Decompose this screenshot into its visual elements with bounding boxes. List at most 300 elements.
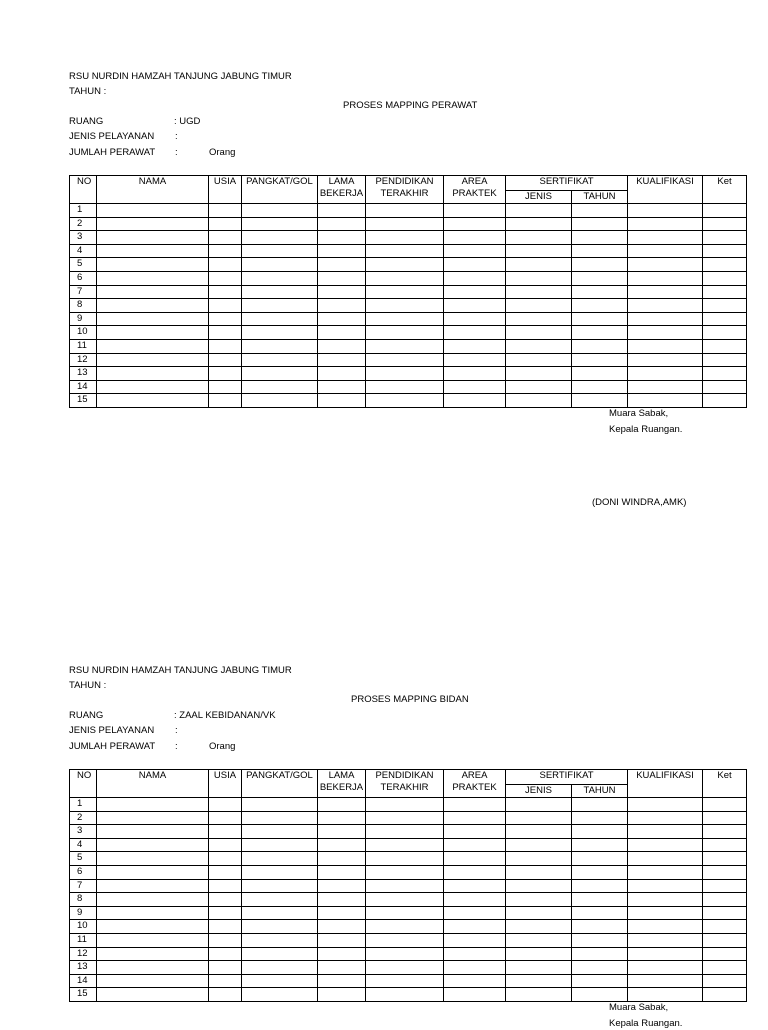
- table-cell: [506, 920, 572, 934]
- table-cell: [572, 893, 628, 907]
- table-cell: [97, 299, 209, 313]
- table-cell: [242, 353, 318, 367]
- table-cell: [628, 204, 703, 218]
- table-cell: [97, 798, 209, 812]
- table-cell: [97, 893, 209, 907]
- row-number: 10: [70, 920, 97, 934]
- col-header-no: NO: [70, 176, 97, 204]
- jenis-pelayanan-value: :: [175, 131, 178, 142]
- table-cell: [242, 947, 318, 961]
- table-cell: [444, 394, 506, 408]
- table-cell: [209, 825, 242, 839]
- table-cell: [318, 285, 366, 299]
- table-cell: [209, 339, 242, 353]
- col-header-kualifikasi: KUALIFIKASI: [628, 770, 703, 798]
- col-header-ket: Ket: [703, 770, 747, 798]
- table-cell: [97, 339, 209, 353]
- table-cell: [318, 825, 366, 839]
- table-cell: [366, 947, 444, 961]
- table-cell: [318, 353, 366, 367]
- table-row: [70, 798, 747, 812]
- table-cell: [572, 811, 628, 825]
- table-cell: [506, 879, 572, 893]
- col-header-nama: NAMA: [97, 770, 209, 798]
- row-number: 9: [70, 906, 97, 920]
- table-cell: [703, 204, 747, 218]
- table-cell: [628, 394, 703, 408]
- table-cell: [97, 825, 209, 839]
- table-cell: [572, 838, 628, 852]
- table-cell: [242, 244, 318, 258]
- tahun-label: TAHUN :: [69, 86, 107, 97]
- table-cell: [703, 893, 747, 907]
- row-number: 4: [70, 244, 97, 258]
- table-cell: [318, 258, 366, 272]
- jumlah-perawat-label: JUMLAH PERAWAT: [69, 147, 156, 158]
- row-number: 12: [70, 353, 97, 367]
- table-cell: [572, 852, 628, 866]
- table-cell: [628, 865, 703, 879]
- row-number: 8: [70, 893, 97, 907]
- form-title: PROSES MAPPING PERAWAT: [343, 100, 478, 111]
- table-cell: [366, 299, 444, 313]
- table-cell: [97, 367, 209, 381]
- table-cell: [366, 244, 444, 258]
- table-cell: [572, 947, 628, 961]
- tahun-label: TAHUN :: [69, 680, 107, 691]
- table-cell: [703, 852, 747, 866]
- table-cell: [209, 947, 242, 961]
- table-cell: [506, 961, 572, 975]
- table-cell: [366, 852, 444, 866]
- table-cell: [242, 811, 318, 825]
- table-cell: [209, 893, 242, 907]
- table-cell: [506, 204, 572, 218]
- table-row: [70, 299, 747, 313]
- col-header-sertifikat: SERTIFIKAT: [506, 770, 628, 785]
- table-cell: [242, 299, 318, 313]
- table-row: [70, 285, 747, 299]
- row-number: 7: [70, 879, 97, 893]
- jenis-pelayanan-label: JENIS PELAYANAN: [69, 725, 155, 736]
- table-cell: [703, 271, 747, 285]
- table-cell: [242, 231, 318, 245]
- table-cell: [572, 367, 628, 381]
- table-cell: [506, 353, 572, 367]
- table-cell: [366, 798, 444, 812]
- jumlah-perawat-colon: :: [175, 741, 178, 752]
- table-cell: [209, 865, 242, 879]
- table-cell: [97, 380, 209, 394]
- jumlah-perawat-colon: :: [175, 147, 178, 158]
- table-cell: [97, 353, 209, 367]
- table-cell: [97, 865, 209, 879]
- mapping-table: [69, 175, 747, 408]
- col-header-usia: USIA: [209, 770, 242, 798]
- table-cell: [572, 825, 628, 839]
- table-row: [70, 244, 747, 258]
- table-cell: [366, 838, 444, 852]
- table-cell: [242, 933, 318, 947]
- table-cell: [318, 339, 366, 353]
- table-cell: [242, 394, 318, 408]
- table-cell: [209, 811, 242, 825]
- table-cell: [209, 974, 242, 988]
- table-cell: [318, 367, 366, 381]
- table-cell: [506, 380, 572, 394]
- table-cell: [97, 906, 209, 920]
- table-cell: [703, 947, 747, 961]
- col-header-lama-bekerja: LAMA BEKERJA: [318, 176, 366, 204]
- table-cell: [366, 380, 444, 394]
- table-cell: [366, 933, 444, 947]
- table-cell: [703, 879, 747, 893]
- table-row: [70, 852, 747, 866]
- row-number: 1: [70, 798, 97, 812]
- row-number: 1: [70, 204, 97, 218]
- table-cell: [628, 244, 703, 258]
- table-cell: [209, 838, 242, 852]
- table-cell: [242, 204, 318, 218]
- table-cell: [366, 961, 444, 975]
- table-cell: [444, 244, 506, 258]
- table-cell: [97, 838, 209, 852]
- row-number: 5: [70, 258, 97, 272]
- row-number: 8: [70, 299, 97, 313]
- table-cell: [444, 798, 506, 812]
- table-cell: [444, 852, 506, 866]
- table-cell: [703, 217, 747, 231]
- table-cell: [628, 920, 703, 934]
- table-cell: [506, 326, 572, 340]
- table-cell: [572, 285, 628, 299]
- table-cell: [506, 825, 572, 839]
- table-cell: [209, 961, 242, 975]
- table-cell: [506, 339, 572, 353]
- table-cell: [628, 906, 703, 920]
- col-header-nama: NAMA: [97, 176, 209, 204]
- table-cell: [242, 865, 318, 879]
- table-cell: [242, 798, 318, 812]
- table-cell: [97, 811, 209, 825]
- table-cell: [318, 961, 366, 975]
- table-cell: [444, 879, 506, 893]
- table-cell: [366, 367, 444, 381]
- col-header-sertifikat: SERTIFIKAT: [506, 176, 628, 191]
- table-cell: [242, 906, 318, 920]
- table-row: [70, 380, 747, 394]
- table-row: [70, 933, 747, 947]
- table-cell: [703, 285, 747, 299]
- table-cell: [318, 312, 366, 326]
- row-number: 2: [70, 217, 97, 231]
- table-cell: [366, 906, 444, 920]
- table-cell: [444, 231, 506, 245]
- table-cell: [703, 367, 747, 381]
- sign-name: (DONI WINDRA,AMK): [592, 497, 687, 508]
- hospital-name: RSU NURDIN HAMZAH TANJUNG JABUNG TIMUR: [69, 71, 292, 82]
- table-cell: [572, 394, 628, 408]
- jenis-pelayanan-label: JENIS PELAYANAN: [69, 131, 155, 142]
- table-cell: [444, 204, 506, 218]
- table-cell: [366, 258, 444, 272]
- table-cell: [97, 312, 209, 326]
- table-cell: [242, 920, 318, 934]
- table-cell: [366, 285, 444, 299]
- table-cell: [703, 906, 747, 920]
- row-number: 11: [70, 933, 97, 947]
- table-row: [70, 367, 747, 381]
- table-cell: [97, 217, 209, 231]
- table-cell: [242, 217, 318, 231]
- table-row: [70, 217, 747, 231]
- table-cell: [366, 974, 444, 988]
- table-cell: [366, 865, 444, 879]
- table-cell: [703, 258, 747, 272]
- col-header-pendidikan: PENDIDIKAN TERAKHIR: [366, 176, 444, 204]
- table-cell: [703, 974, 747, 988]
- table-cell: [572, 961, 628, 975]
- row-number: 14: [70, 380, 97, 394]
- row-number: 15: [70, 988, 97, 1002]
- table-cell: [318, 920, 366, 934]
- table-cell: [506, 798, 572, 812]
- ruang-value: : UGD: [174, 116, 201, 127]
- table-cell: [572, 326, 628, 340]
- table-cell: [506, 838, 572, 852]
- table-cell: [572, 312, 628, 326]
- sign-place: Muara Sabak,: [609, 1002, 669, 1013]
- table-cell: [97, 961, 209, 975]
- table-cell: [572, 244, 628, 258]
- table-cell: [366, 920, 444, 934]
- col-header-area-praktek: AREA PRAKTEK: [444, 176, 506, 204]
- table-cell: [97, 285, 209, 299]
- table-cell: [209, 988, 242, 1002]
- table-cell: [572, 258, 628, 272]
- col-header-usia: USIA: [209, 176, 242, 204]
- table-cell: [366, 988, 444, 1002]
- table-cell: [703, 380, 747, 394]
- table-cell: [444, 961, 506, 975]
- table-cell: [209, 933, 242, 947]
- row-number: 7: [70, 285, 97, 299]
- table-row: [70, 906, 747, 920]
- table-cell: [242, 258, 318, 272]
- table-cell: [242, 838, 318, 852]
- table-row: [70, 825, 747, 839]
- table-cell: [209, 920, 242, 934]
- table-cell: [444, 299, 506, 313]
- ruang-label: RUANG: [69, 116, 104, 127]
- table-row: [70, 893, 747, 907]
- table-cell: [628, 258, 703, 272]
- row-number: 11: [70, 339, 97, 353]
- jumlah-perawat-unit: Orang: [209, 741, 236, 752]
- table-row: [70, 811, 747, 825]
- table-row: [70, 865, 747, 879]
- table-cell: [628, 367, 703, 381]
- jumlah-perawat-label: JUMLAH PERAWAT: [69, 741, 156, 752]
- table-cell: [97, 244, 209, 258]
- table-cell: [506, 258, 572, 272]
- table-cell: [703, 988, 747, 1002]
- table-cell: [318, 906, 366, 920]
- table-cell: [628, 339, 703, 353]
- table-cell: [209, 285, 242, 299]
- table-cell: [318, 893, 366, 907]
- table-cell: [572, 204, 628, 218]
- table-cell: [444, 988, 506, 1002]
- table-cell: [703, 798, 747, 812]
- table-cell: [318, 299, 366, 313]
- sign-place: Muara Sabak,: [609, 408, 669, 419]
- table-cell: [318, 865, 366, 879]
- row-number: 4: [70, 838, 97, 852]
- row-number: 5: [70, 852, 97, 866]
- jumlah-perawat-unit: Orang: [209, 147, 236, 158]
- table-cell: [572, 933, 628, 947]
- table-row: [70, 961, 747, 975]
- col-header-pendidikan: PENDIDIKAN TERAKHIR: [366, 770, 444, 798]
- table-cell: [444, 258, 506, 272]
- table-cell: [572, 920, 628, 934]
- col-header-no: NO: [70, 770, 97, 798]
- table-cell: [444, 217, 506, 231]
- table-cell: [572, 879, 628, 893]
- table-cell: [628, 893, 703, 907]
- table-body: [70, 798, 747, 1002]
- table-cell: [628, 798, 703, 812]
- table-cell: [97, 271, 209, 285]
- table-cell: [242, 988, 318, 1002]
- table-cell: [366, 394, 444, 408]
- table-cell: [97, 974, 209, 988]
- mapping-table: [69, 769, 747, 1002]
- table-cell: [628, 217, 703, 231]
- table-cell: [97, 231, 209, 245]
- table-cell: [444, 893, 506, 907]
- form-title: PROSES MAPPING BIDAN: [351, 694, 469, 705]
- table-cell: [209, 353, 242, 367]
- table-cell: [366, 353, 444, 367]
- table-cell: [506, 394, 572, 408]
- table-cell: [506, 974, 572, 988]
- table-cell: [703, 353, 747, 367]
- table-cell: [444, 380, 506, 394]
- sign-position: Kepala Ruangan.: [609, 424, 683, 435]
- table-cell: [366, 339, 444, 353]
- table-cell: [628, 988, 703, 1002]
- table-cell: [506, 933, 572, 947]
- table-cell: [572, 988, 628, 1002]
- table-cell: [318, 271, 366, 285]
- table-cell: [444, 974, 506, 988]
- table-cell: [209, 879, 242, 893]
- table-cell: [318, 974, 366, 988]
- table-row: [70, 231, 747, 245]
- table-cell: [703, 312, 747, 326]
- table-cell: [572, 380, 628, 394]
- table-cell: [628, 933, 703, 947]
- table-cell: [444, 865, 506, 879]
- table-cell: [444, 920, 506, 934]
- table-row: [70, 326, 747, 340]
- col-header-lama-bekerja: LAMA BEKERJA: [318, 770, 366, 798]
- table-cell: [572, 339, 628, 353]
- table-cell: [366, 231, 444, 245]
- row-number: 9: [70, 312, 97, 326]
- table-cell: [318, 231, 366, 245]
- table-cell: [444, 838, 506, 852]
- row-number: 6: [70, 865, 97, 879]
- col-header-jenis: JENIS: [506, 191, 572, 204]
- table-cell: [506, 217, 572, 231]
- jenis-pelayanan-value: :: [175, 725, 178, 736]
- table-cell: [703, 933, 747, 947]
- table-cell: [572, 865, 628, 879]
- table-cell: [366, 879, 444, 893]
- table-cell: [242, 285, 318, 299]
- col-header-tahun: TAHUN: [572, 191, 628, 204]
- table-cell: [506, 811, 572, 825]
- table-cell: [628, 353, 703, 367]
- table-cell: [703, 811, 747, 825]
- table-cell: [209, 312, 242, 326]
- table-cell: [628, 974, 703, 988]
- table-cell: [444, 933, 506, 947]
- table-cell: [242, 380, 318, 394]
- row-number: 12: [70, 947, 97, 961]
- table-cell: [209, 906, 242, 920]
- table-cell: [97, 920, 209, 934]
- table-cell: [318, 947, 366, 961]
- table-cell: [318, 217, 366, 231]
- table-cell: [242, 312, 318, 326]
- col-header-jenis: JENIS: [506, 785, 572, 798]
- table-cell: [628, 947, 703, 961]
- table-cell: [703, 961, 747, 975]
- col-header-kualifikasi: KUALIFIKASI: [628, 176, 703, 204]
- table-cell: [572, 798, 628, 812]
- row-number: 13: [70, 961, 97, 975]
- table-cell: [97, 988, 209, 1002]
- table-cell: [444, 339, 506, 353]
- table-cell: [242, 893, 318, 907]
- table-cell: [97, 258, 209, 272]
- table-cell: [506, 271, 572, 285]
- table-cell: [703, 865, 747, 879]
- table-cell: [628, 811, 703, 825]
- col-header-ket: Ket: [703, 176, 747, 204]
- table-cell: [242, 271, 318, 285]
- row-number: 13: [70, 367, 97, 381]
- table-cell: [242, 879, 318, 893]
- row-number: 15: [70, 394, 97, 408]
- table-cell: [444, 353, 506, 367]
- table-row: [70, 339, 747, 353]
- ruang-value: : ZAAL KEBIDANAN/VK: [174, 710, 276, 721]
- table-cell: [506, 947, 572, 961]
- table-cell: [209, 258, 242, 272]
- table-cell: [97, 326, 209, 340]
- table-cell: [506, 865, 572, 879]
- table-cell: [703, 394, 747, 408]
- table-cell: [628, 825, 703, 839]
- ruang-label: RUANG: [69, 710, 104, 721]
- table-cell: [209, 299, 242, 313]
- table-cell: [628, 961, 703, 975]
